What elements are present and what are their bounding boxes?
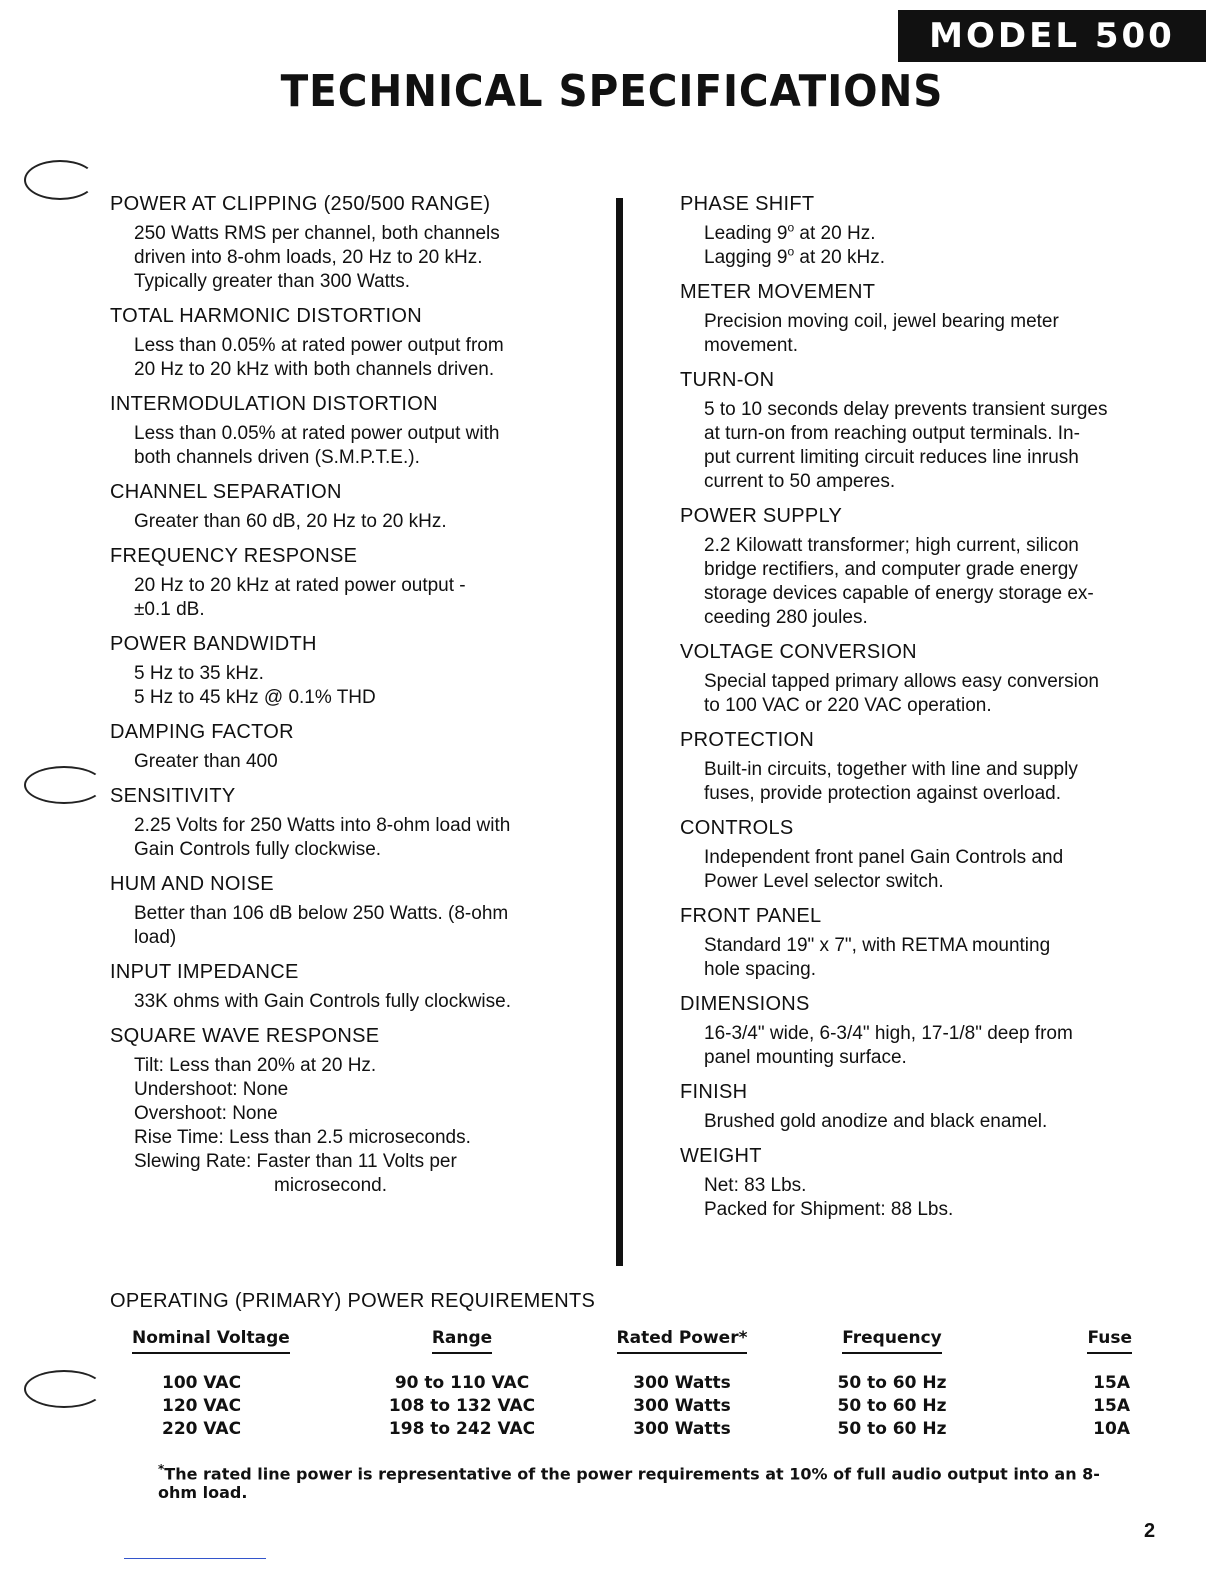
- spec-line: Special tapped primary allows easy conversion: [704, 671, 1099, 692]
- spec-meter-movement: [680, 280, 1150, 358]
- spec-intermodulation-distortion: [110, 392, 590, 470]
- spec-heading: SENSITIVITY: [110, 785, 236, 807]
- spec-body: [704, 670, 1150, 718]
- spec-body: [134, 662, 590, 710]
- table-cell: 300 Watts: [633, 1419, 731, 1439]
- spec-line: 5 Hz to 35 kHz.: [134, 663, 264, 684]
- column-divider: [616, 198, 623, 1266]
- table-row: [132, 1418, 1132, 1441]
- spec-body: [704, 846, 1150, 894]
- spec-line: at turn-on from reaching output terminals. In-: [704, 423, 1080, 444]
- phase-lagging-suffix: at 20 kHz.: [794, 247, 885, 268]
- spec-body: [704, 398, 1150, 494]
- operating-requirements-title: OPERATING (PRIMARY) POWER REQUIREMENTS: [110, 1290, 596, 1312]
- punch-hole-mark-top: [24, 160, 96, 200]
- spec-body: [704, 1022, 1150, 1070]
- spec-body: [134, 510, 590, 534]
- phase-leading-prefix: Leading 9: [704, 223, 788, 244]
- spec-body: [134, 902, 590, 950]
- spec-controls: [680, 816, 1150, 894]
- spec-heading: POWER AT CLIPPING (250/500 RANGE): [110, 193, 491, 215]
- spec-line: Power Level selector switch.: [704, 871, 944, 892]
- punch-hole-mark-middle: [24, 766, 104, 804]
- spec-line: Greater than 60 dB, 20 Hz to 20 kHz.: [134, 511, 447, 532]
- spec-body: [134, 422, 590, 470]
- column-header-frequency: Frequency: [792, 1328, 992, 1360]
- spec-heading: HUM AND NOISE: [110, 873, 274, 895]
- spec-line: Rise Time: Less than 2.5 microseconds.: [134, 1127, 471, 1148]
- spec-power-bandwidth: [110, 632, 590, 710]
- spec-line: ceeding 280 joules.: [704, 607, 868, 628]
- spec-channel-separation: [110, 480, 590, 534]
- column-header-range: Range: [352, 1328, 572, 1360]
- spec-line: bridge rectifiers, and computer grade energy: [704, 559, 1078, 580]
- spec-line: Built-in circuits, together with line and supply: [704, 759, 1078, 780]
- column-header-fuse: Fuse: [992, 1328, 1132, 1360]
- spec-damping-factor: [110, 720, 590, 774]
- table-cell: 15A: [1093, 1396, 1130, 1416]
- table-cell: 220 VAC: [162, 1419, 242, 1439]
- spec-line: fuses, provide protection against overload.: [704, 783, 1061, 804]
- table-cell: 50 to 60 Hz: [837, 1419, 947, 1439]
- degree-mark: o: [787, 244, 795, 259]
- spec-line: 20 Hz to 20 kHz at rated power output -: [134, 575, 466, 596]
- phase-leading-suffix: at 20 Hz.: [794, 223, 876, 244]
- rated-power-footnote: [158, 1462, 1118, 1502]
- footnote-text: The rated line power is representative of the power requirements at 10% of full audio output into an 8-ohm load.: [158, 1464, 1100, 1503]
- spec-line: 20 Hz to 20 kHz with both channels driven.: [134, 359, 495, 380]
- spec-turn-on: [680, 368, 1150, 494]
- spec-body: [704, 1174, 1150, 1222]
- spec-line: both channels driven (S.M.P.T.E.).: [134, 447, 420, 468]
- spec-phase-shift: [680, 192, 1150, 270]
- spec-line: panel mounting surface.: [704, 1047, 907, 1068]
- spec-heading: POWER SUPPLY: [680, 505, 843, 527]
- spec-line: 250 Watts RMS per channel, both channels: [134, 223, 500, 244]
- spec-line: Brushed gold anodize and black enamel.: [704, 1111, 1048, 1132]
- spec-line: load): [134, 927, 177, 948]
- spec-heading: SQUARE WAVE RESPONSE: [110, 1025, 380, 1047]
- model-badge: MODEL 500: [898, 10, 1206, 62]
- spec-line: Typically greater than 300 Watts.: [134, 271, 410, 292]
- spec-dimensions: [680, 992, 1150, 1070]
- spec-weight: [680, 1144, 1150, 1222]
- bottom-rule: [124, 1558, 266, 1559]
- table-cell: 300 Watts: [633, 1373, 731, 1393]
- spec-line: Overshoot: None: [134, 1103, 278, 1124]
- spec-line: 5 Hz to 45 kHz @ 0.1% THD: [134, 687, 376, 708]
- spec-body: [134, 750, 590, 774]
- spec-heading: FREQUENCY RESPONSE: [110, 545, 358, 567]
- right-spec-column: [680, 192, 1150, 1232]
- table-cell: 300 Watts: [633, 1396, 731, 1416]
- spec-square-wave-response: [110, 1024, 590, 1198]
- spec-line: Tilt: Less than 20% at 20 Hz.: [134, 1055, 377, 1076]
- spec-line: Greater than 400: [134, 751, 278, 772]
- spec-line: Standard 19" x 7", with RETMA mounting: [704, 935, 1051, 956]
- spec-finish: [680, 1080, 1150, 1134]
- spec-line: Less than 0.05% at rated power output from: [134, 335, 504, 356]
- spec-line: to 100 VAC or 220 VAC operation.: [704, 695, 992, 716]
- spec-heading: WEIGHT: [680, 1145, 762, 1167]
- table-cell: 108 to 132 VAC: [388, 1396, 536, 1416]
- spec-body: [704, 1110, 1150, 1134]
- spec-line: 5 to 10 seconds delay prevents transient surges: [704, 399, 1108, 420]
- spec-body: [134, 574, 590, 622]
- spec-line: Packed for Shipment: 88 Lbs.: [704, 1199, 954, 1220]
- spec-line: Better than 106 dB below 250 Watts. (8-ohm: [134, 903, 509, 924]
- spec-line: put current limiting circuit reduces line inrush: [704, 447, 1079, 468]
- spec-heading: PHASE SHIFT: [680, 193, 815, 215]
- spec-line: 16-3/4" wide, 6-3/4" high, 17-1/8" deep from: [704, 1023, 1073, 1044]
- spec-frequency-response: [110, 544, 590, 622]
- spec-line: [704, 246, 1150, 270]
- spec-line: movement.: [704, 335, 798, 356]
- spec-line: Slewing Rate: Faster than 11 Volts per: [134, 1151, 457, 1172]
- phase-lagging-prefix: Lagging 9: [704, 247, 788, 268]
- spec-line: storage devices capable of energy storage ex-: [704, 583, 1094, 604]
- degree-mark: o: [787, 220, 795, 235]
- spec-body: [704, 310, 1150, 358]
- table-cell: 120 VAC: [162, 1396, 242, 1416]
- spec-body: [704, 758, 1150, 806]
- spec-heading: INTERMODULATION DISTORTION: [110, 393, 438, 415]
- spec-heading: PROTECTION: [680, 729, 815, 751]
- operating-requirements-table: [132, 1328, 1132, 1441]
- table-cell: 10A: [1093, 1419, 1130, 1439]
- spec-line: 2.2 Kilowatt transformer; high current, silicon: [704, 535, 1079, 556]
- spec-body: [134, 334, 590, 382]
- table-cell: 90 to 110 VAC: [394, 1373, 530, 1393]
- spec-heading: TURN-ON: [680, 369, 775, 391]
- spec-body: [134, 814, 590, 862]
- spec-line: driven into 8-ohm loads, 20 Hz to 20 kHz.: [134, 247, 483, 268]
- spec-line: Precision moving coil, jewel bearing meter: [704, 311, 1059, 332]
- spec-heading: POWER BANDWIDTH: [110, 633, 317, 655]
- spec-line: 2.25 Volts for 250 Watts into 8-ohm load with: [134, 815, 511, 836]
- spec-line: microsecond.: [274, 1175, 387, 1196]
- spec-heading: DAMPING FACTOR: [110, 721, 294, 743]
- spec-protection: [680, 728, 1150, 806]
- spec-heading: CHANNEL SEPARATION: [110, 481, 342, 503]
- spec-body: [704, 934, 1150, 982]
- spec-power-at-clipping: [110, 192, 590, 294]
- spec-total-harmonic-distortion: [110, 304, 590, 382]
- spec-line: ±0.1 dB.: [134, 599, 205, 620]
- spec-line: Independent front panel Gain Controls and: [704, 847, 1064, 868]
- table-cell: 50 to 60 Hz: [837, 1373, 947, 1393]
- spec-front-panel: [680, 904, 1150, 982]
- spec-body: [134, 222, 590, 294]
- punch-hole-mark-bottom: [24, 1370, 104, 1408]
- table-cell: 100 VAC: [162, 1373, 242, 1393]
- page-number: 2: [1144, 1520, 1156, 1542]
- spec-body: [704, 222, 1150, 270]
- table-row: [132, 1395, 1132, 1418]
- spec-heading: METER MOVEMENT: [680, 281, 876, 303]
- spec-input-impedance: [110, 960, 590, 1014]
- spec-power-supply: [680, 504, 1150, 630]
- spec-heading: DIMENSIONS: [680, 993, 810, 1015]
- footnote-star: *: [158, 1462, 165, 1476]
- table-header-row: [132, 1328, 1132, 1360]
- spec-line: hole spacing.: [704, 959, 816, 980]
- spec-heading: VOLTAGE CONVERSION: [680, 641, 917, 663]
- spec-line: Net: 83 Lbs.: [704, 1175, 807, 1196]
- spec-heading: INPUT IMPEDANCE: [110, 961, 299, 983]
- spec-body: [134, 1054, 590, 1198]
- spec-heading: CONTROLS: [680, 817, 794, 839]
- spec-sensitivity: [110, 784, 590, 862]
- spec-hum-and-noise: [110, 872, 590, 950]
- spec-heading: FRONT PANEL: [680, 905, 822, 927]
- spec-line: Less than 0.05% at rated power output with: [134, 423, 500, 444]
- spec-line: 33K ohms with Gain Controls fully clockwise.: [134, 991, 511, 1012]
- page-title: TECHNICAL SPECIFICATIONS: [280, 66, 944, 117]
- spec-line: Undershoot: None: [134, 1079, 289, 1100]
- table-cell: 15A: [1093, 1373, 1130, 1393]
- spec-heading: FINISH: [680, 1081, 748, 1103]
- table-cell: 50 to 60 Hz: [837, 1396, 947, 1416]
- column-header-nominal-voltage: Nominal Voltage: [132, 1328, 352, 1360]
- spec-voltage-conversion: [680, 640, 1150, 718]
- spec-line: Gain Controls fully clockwise.: [134, 839, 382, 860]
- column-header-rated-power: Rated Power*: [572, 1328, 792, 1360]
- table-row: [132, 1360, 1132, 1395]
- table-cell: 198 to 242 VAC: [388, 1419, 536, 1439]
- spec-heading: TOTAL HARMONIC DISTORTION: [110, 305, 422, 327]
- left-spec-column: [110, 192, 590, 1208]
- spec-line: [704, 222, 1150, 246]
- spec-line: current to 50 amperes.: [704, 471, 896, 492]
- spec-body: [704, 534, 1150, 630]
- spec-body: [134, 990, 590, 1014]
